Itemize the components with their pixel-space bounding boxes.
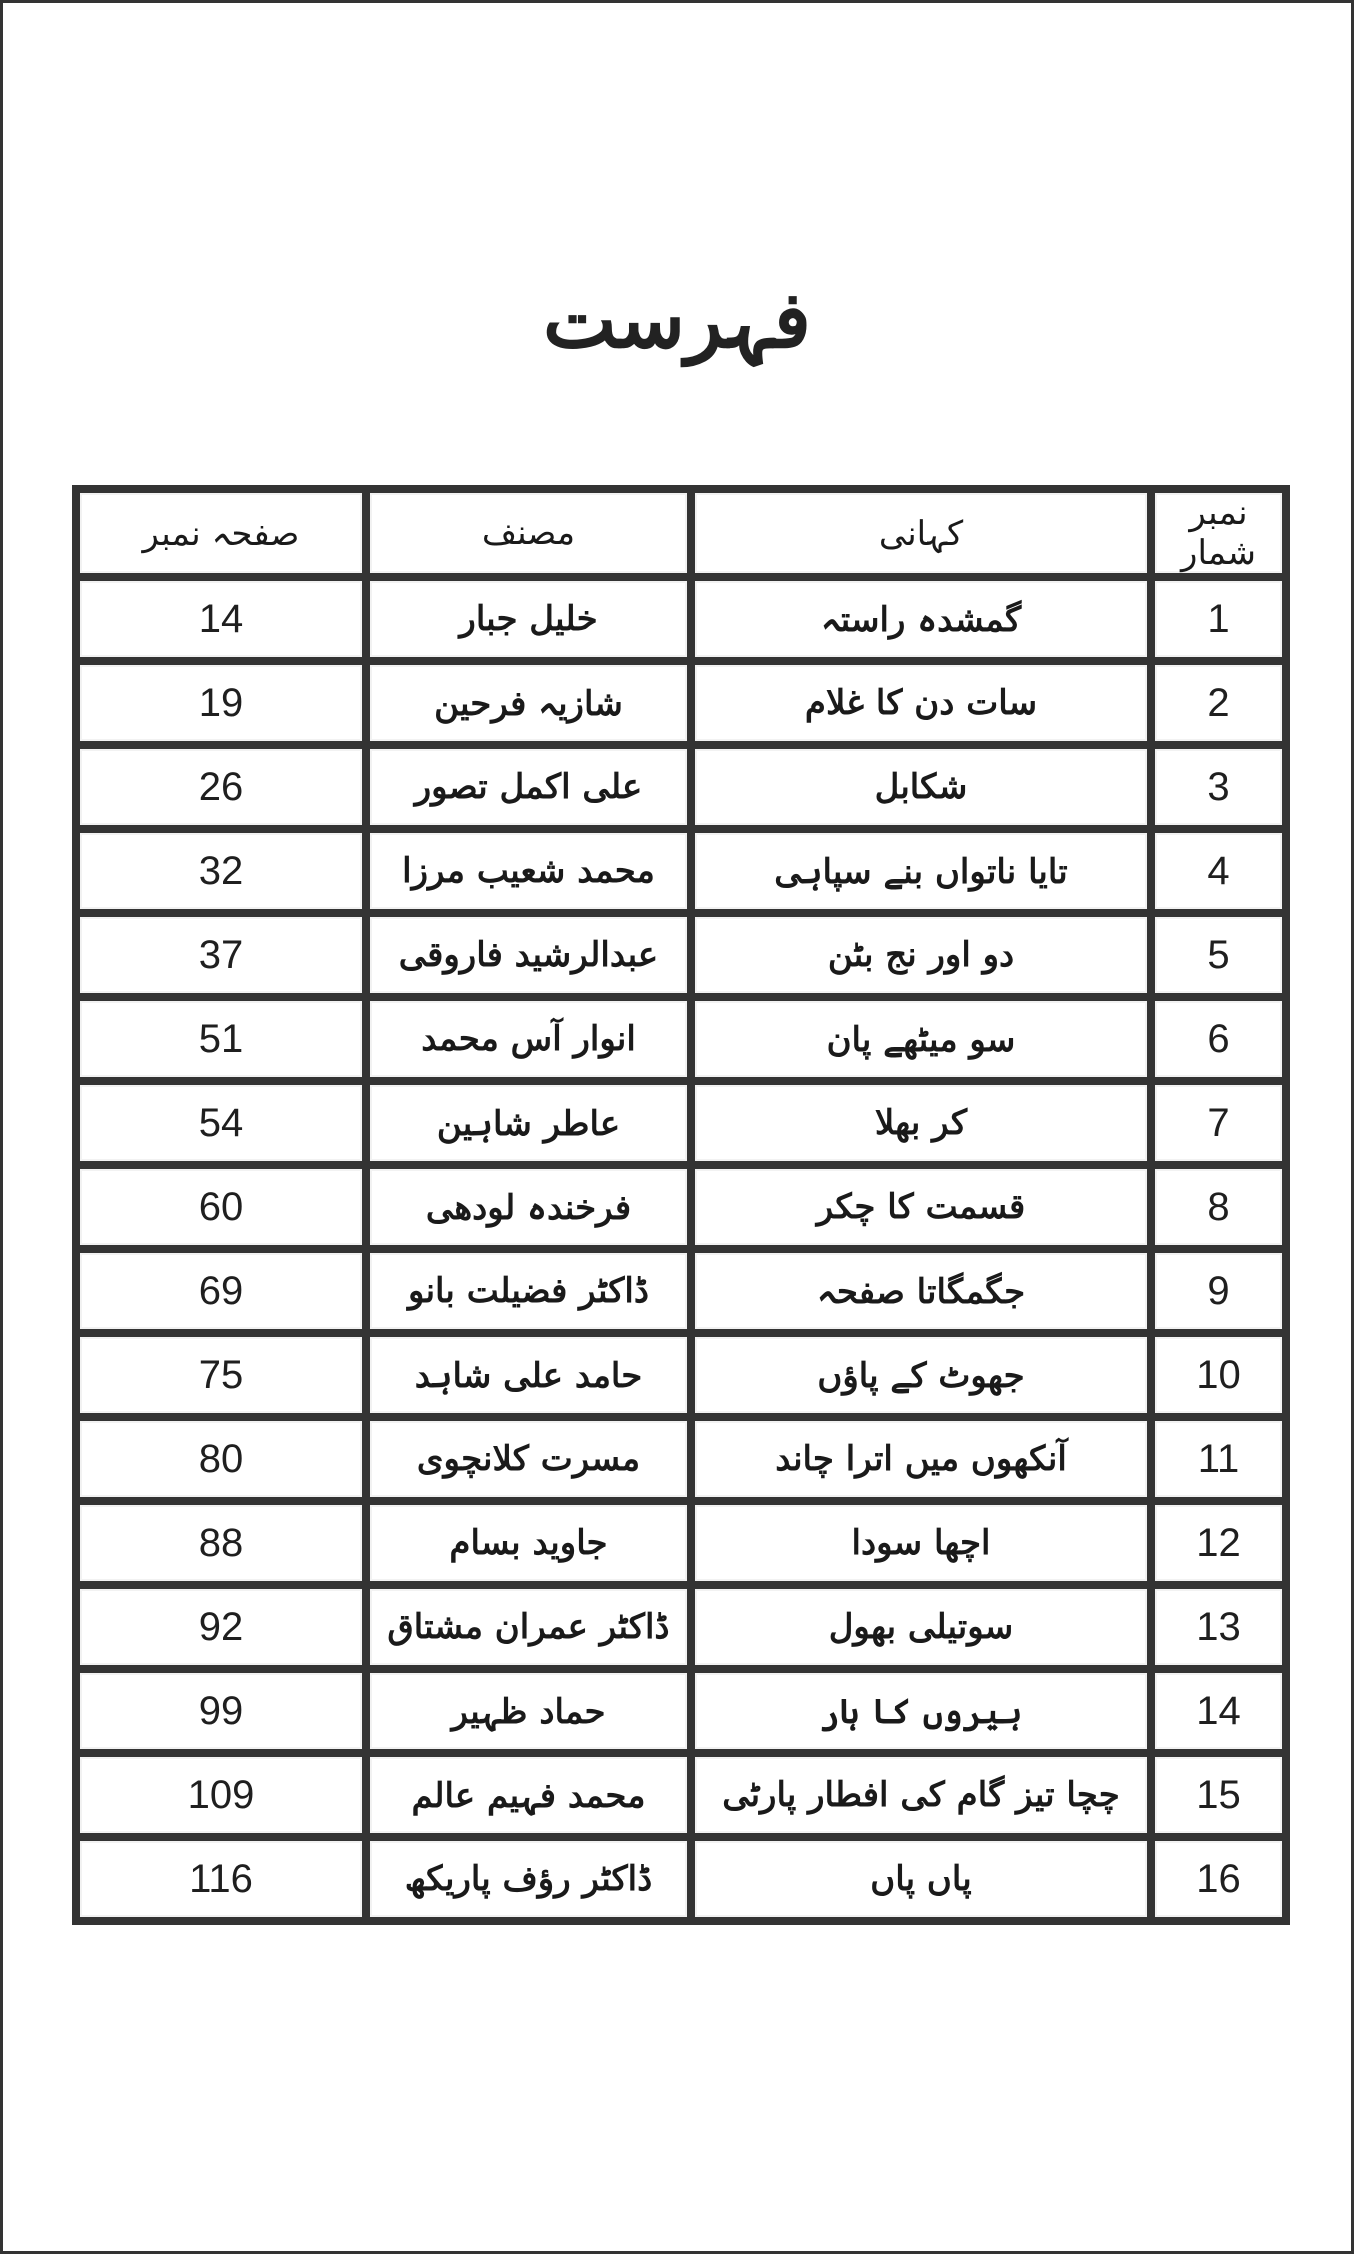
author-cell: ڈاکٹر رؤف پاریکھ — [366, 1837, 691, 1921]
serial-number-cell: 14 — [1151, 1669, 1286, 1753]
table-row — [76, 1837, 1286, 1921]
author-cell: محمد فہیم عالم — [366, 1753, 691, 1837]
serial-number-cell: 5 — [1151, 913, 1286, 997]
header-author: مصنف — [366, 489, 691, 577]
author-cell: عبدالرشید فاروقی — [366, 913, 691, 997]
table-header-row — [76, 489, 1286, 577]
story-title-cell: کر بھلا — [691, 1081, 1151, 1165]
table-row — [76, 1333, 1286, 1417]
table-row — [76, 1669, 1286, 1753]
author-cell: ڈاکٹر عمران مشتاق — [366, 1585, 691, 1669]
table-row — [76, 745, 1286, 829]
author-cell: حماد ظہیر — [366, 1669, 691, 1753]
page-number-cell: 99 — [76, 1669, 366, 1753]
page-title: فہرست — [543, 275, 811, 367]
serial-number-cell: 10 — [1151, 1333, 1286, 1417]
serial-number-cell: 7 — [1151, 1081, 1286, 1165]
table-row — [76, 913, 1286, 997]
serial-number-cell: 1 — [1151, 577, 1286, 661]
table-row — [76, 1165, 1286, 1249]
page-number-cell: 80 — [76, 1417, 366, 1501]
story-title-cell: قسمت کا چکر — [691, 1165, 1151, 1249]
page-number-cell: 14 — [76, 577, 366, 661]
author-cell: مسرت کلانچوی — [366, 1417, 691, 1501]
page-number-cell: 92 — [76, 1585, 366, 1669]
table-of-contents — [72, 485, 1290, 1925]
author-cell: حامد علی شاہد — [366, 1333, 691, 1417]
page-number-cell: 116 — [76, 1837, 366, 1921]
story-title-cell: جھوٹ کے پاؤں — [691, 1333, 1151, 1417]
page-number-cell: 19 — [76, 661, 366, 745]
story-title-cell: شکابل — [691, 745, 1151, 829]
serial-number-cell: 15 — [1151, 1753, 1286, 1837]
story-title-cell: سوتیلی بھول — [691, 1585, 1151, 1669]
story-title-cell: آنکھوں میں اترا چاند — [691, 1417, 1151, 1501]
story-title-cell: جگمگاتا صفحہ — [691, 1249, 1151, 1333]
page-number-cell: 26 — [76, 745, 366, 829]
author-cell: ڈاکٹر فضیلت بانو — [366, 1249, 691, 1333]
table-row — [76, 997, 1286, 1081]
author-cell: عاطر شاہین — [366, 1081, 691, 1165]
table-row — [76, 829, 1286, 913]
serial-number-cell: 16 — [1151, 1837, 1286, 1921]
page-number-cell: 32 — [76, 829, 366, 913]
author-cell: فرخندہ لودھی — [366, 1165, 691, 1249]
serial-number-cell: 3 — [1151, 745, 1286, 829]
author-cell: جاوید بسام — [366, 1501, 691, 1585]
header-serial-number: نمبر شمار — [1151, 489, 1286, 577]
table-row — [76, 1081, 1286, 1165]
page-number-cell: 51 — [76, 997, 366, 1081]
table-row — [76, 661, 1286, 745]
serial-number-cell: 12 — [1151, 1501, 1286, 1585]
header-story: کہانی — [691, 489, 1151, 577]
story-title-cell: سات دن کا غلام — [691, 661, 1151, 745]
page-number-cell: 75 — [76, 1333, 366, 1417]
table-row — [76, 1501, 1286, 1585]
page-number-cell: 54 — [76, 1081, 366, 1165]
table-row — [76, 1417, 1286, 1501]
serial-number-cell: 4 — [1151, 829, 1286, 913]
table-row — [76, 577, 1286, 661]
author-cell: شازیہ فرحین — [366, 661, 691, 745]
page-number-cell: 109 — [76, 1753, 366, 1837]
serial-number-cell: 11 — [1151, 1417, 1286, 1501]
author-cell: علی اکمل تصور — [366, 745, 691, 829]
page-number-cell: 60 — [76, 1165, 366, 1249]
story-title-cell: دو اور نج بٹن — [691, 913, 1151, 997]
author-cell: انوار آس محمد — [366, 997, 691, 1081]
page-number-cell: 37 — [76, 913, 366, 997]
table-body — [76, 577, 1286, 1921]
table-row — [76, 1249, 1286, 1333]
page-number-cell: 69 — [76, 1249, 366, 1333]
story-title-cell: ہیروں کا ہار — [691, 1669, 1151, 1753]
serial-number-cell: 13 — [1151, 1585, 1286, 1669]
table-row — [76, 1585, 1286, 1669]
page-number-cell: 88 — [76, 1501, 366, 1585]
serial-number-cell: 2 — [1151, 661, 1286, 745]
story-title-cell: اچھا سودا — [691, 1501, 1151, 1585]
author-cell: محمد شعیب مرزا — [366, 829, 691, 913]
serial-number-cell: 9 — [1151, 1249, 1286, 1333]
story-title-cell: گمشدہ راستہ — [691, 577, 1151, 661]
table-row — [76, 1753, 1286, 1837]
story-title-cell: چچا تیز گام کی افطار پارٹی — [691, 1753, 1151, 1837]
serial-number-cell: 6 — [1151, 997, 1286, 1081]
author-cell: خلیل جبار — [366, 577, 691, 661]
story-title-cell: سو میٹھے پان — [691, 997, 1151, 1081]
story-title-cell: پاں پاں — [691, 1837, 1151, 1921]
header-page-number: صفحہ نمبر — [76, 489, 366, 577]
story-title-cell: تایا ناتواں بنے سپاہی — [691, 829, 1151, 913]
serial-number-cell: 8 — [1151, 1165, 1286, 1249]
